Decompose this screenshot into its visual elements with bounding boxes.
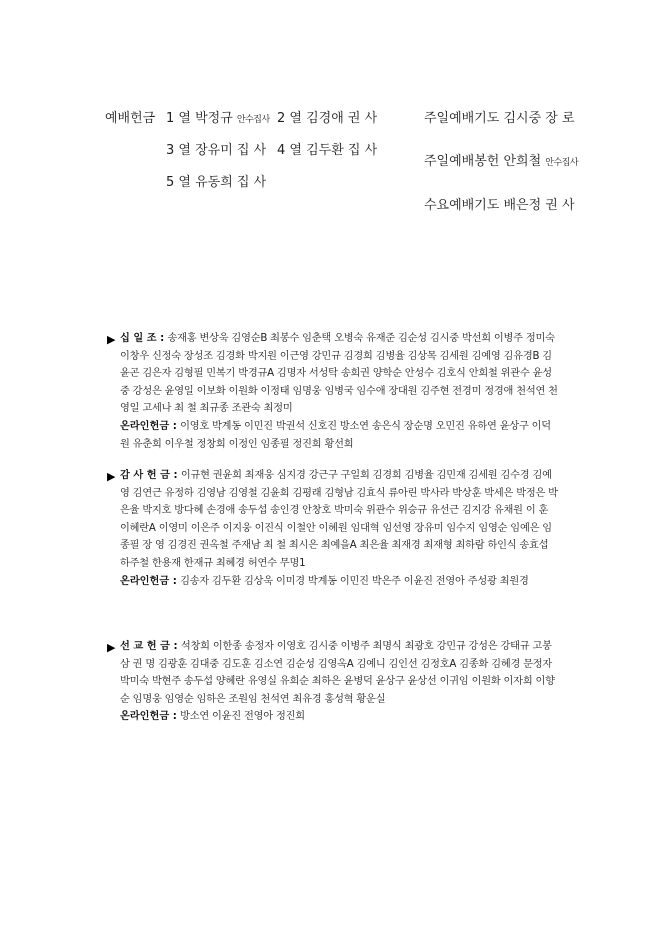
online-names: 방소연 이윤진 전영아 정진희 [180,711,305,723]
online-label: 온라인헌금 : [120,420,177,432]
offering-row-1-col-2: 2 열 김경애 권 사 [277,111,378,126]
offering-row-2-col-1: 3 열 장유미 집 사 [166,143,267,158]
sunday-offering-label: 주일예배봉헌 안희철 [424,154,542,169]
section-label: 선 교 헌 금 : [120,641,178,652]
triangle-bullet-icon: ▶ [107,333,116,346]
section-names: 송재홍 변상욱 김영순B 최봉수 임춘택 오병숙 유재준 김순성 김시중 박선희 이병주 정미숙 이창우 신정숙 장성조 김경화 박지원 이근영 강민규 김경희 김병율 김상목 김세원 김예영 김유경B 김윤곤 김은자 김형필 민복기 박경규A 김명자 서성탁 송희권 양학순 안성수 김호식 안희철 위관수 윤성중 강성은 윤영일 이보화 이원화 이정태 임명웅 임병국 임수애 장대원 김주현 전경미 정경애 천석연 천영일 고세나 최 철 최규종 조관숙 최정미 [120,333,558,415]
triangle-bullet-icon: ▶ [107,641,116,654]
triangle-bullet-icon: ▶ [107,470,116,483]
online-names: 이영호 박계동 이민진 박권석 신호진 방소연 송은식 장순명 오민진 유하연 윤상구 이덕원 유춘희 이우철 정창희 이정인 임종필 정진희 황선희 [120,420,551,450]
offering-role: 안수집사 [236,115,270,125]
offering-row-2-col-2: 4 열 김두환 집 사 [277,143,378,158]
section-names: 이규현 권윤희 최재웅 심지경 강근구 구일회 김경희 김병율 김민재 김세원 김수경 김예영 김연근 유정하 김영남 김영철 김윤희 김평래 김형남 김효식 류아린 박사라 박상훈 박세은 박정은 박은율 박지호 방다혜 손경애 송두섭 송인경 안창호 박미숙 위관수 위승규 유선근 김지강 유채원 이 훈 이혜란A 이영미 이은주 이지웅 이진식 이철안 이혜원 임대혁 임선영 장유미 임수지 임영순 임예은 임종필 장 영 김경진 권옥철 주재남 최 철 최시은 최예을A 최은율 최재경 최재형 최하람 하인식 송효섭 하주철 한용재 한재규 최혜경 허연수 무명1 [120,470,558,569]
section-label: 십 일 조 : [120,333,165,344]
section-label: 감 사 헌 금 : [120,470,178,481]
offering-name: 1 열 박정규 [166,111,233,126]
online-label: 온라인헌금 : [120,711,177,723]
online-label: 온라인헌금 : [120,575,177,587]
offering-row-3-col-1: 5 열 유동희 집 사 [166,175,267,190]
section-thanks [107,467,560,590]
offering-title: 예배헌금 [105,111,156,126]
online-names: 김송자 김두환 김상욱 이미경 박계동 이민진 박은주 이윤진 전영아 주성광 최원경 [180,575,529,587]
wednesday-prayer: 수요예배기도 배은정 권 사 [424,198,575,213]
sunday-prayer: 주일예배기도 김시중 장 로 [424,111,575,126]
sunday-offering [424,150,578,169]
offering-row-1-col-1 [166,107,270,126]
section-names: 석창희 이한종 송정자 이영호 김시중 이병주 최명식 최광호 강민규 강성은 강태규 고봉삼 권 명 김광훈 김대중 김도훈 김소연 김순성 김영옥A 김예니 김인선 김정호A 김종화 김혜경 문정자 박미숙 박현주 송두섭 양혜란 유영실 유희순 최하은 윤병덕 윤상구 윤상선 이귀임 이원화 이자희 이향순 임명웅 임영순 임하은 조원임 천석연 최유경 홍성혁 황운실 [120,641,555,705]
section-mission [107,638,560,726]
section-tithe [107,330,560,453]
sunday-offering-role: 안수집사 [545,158,579,168]
